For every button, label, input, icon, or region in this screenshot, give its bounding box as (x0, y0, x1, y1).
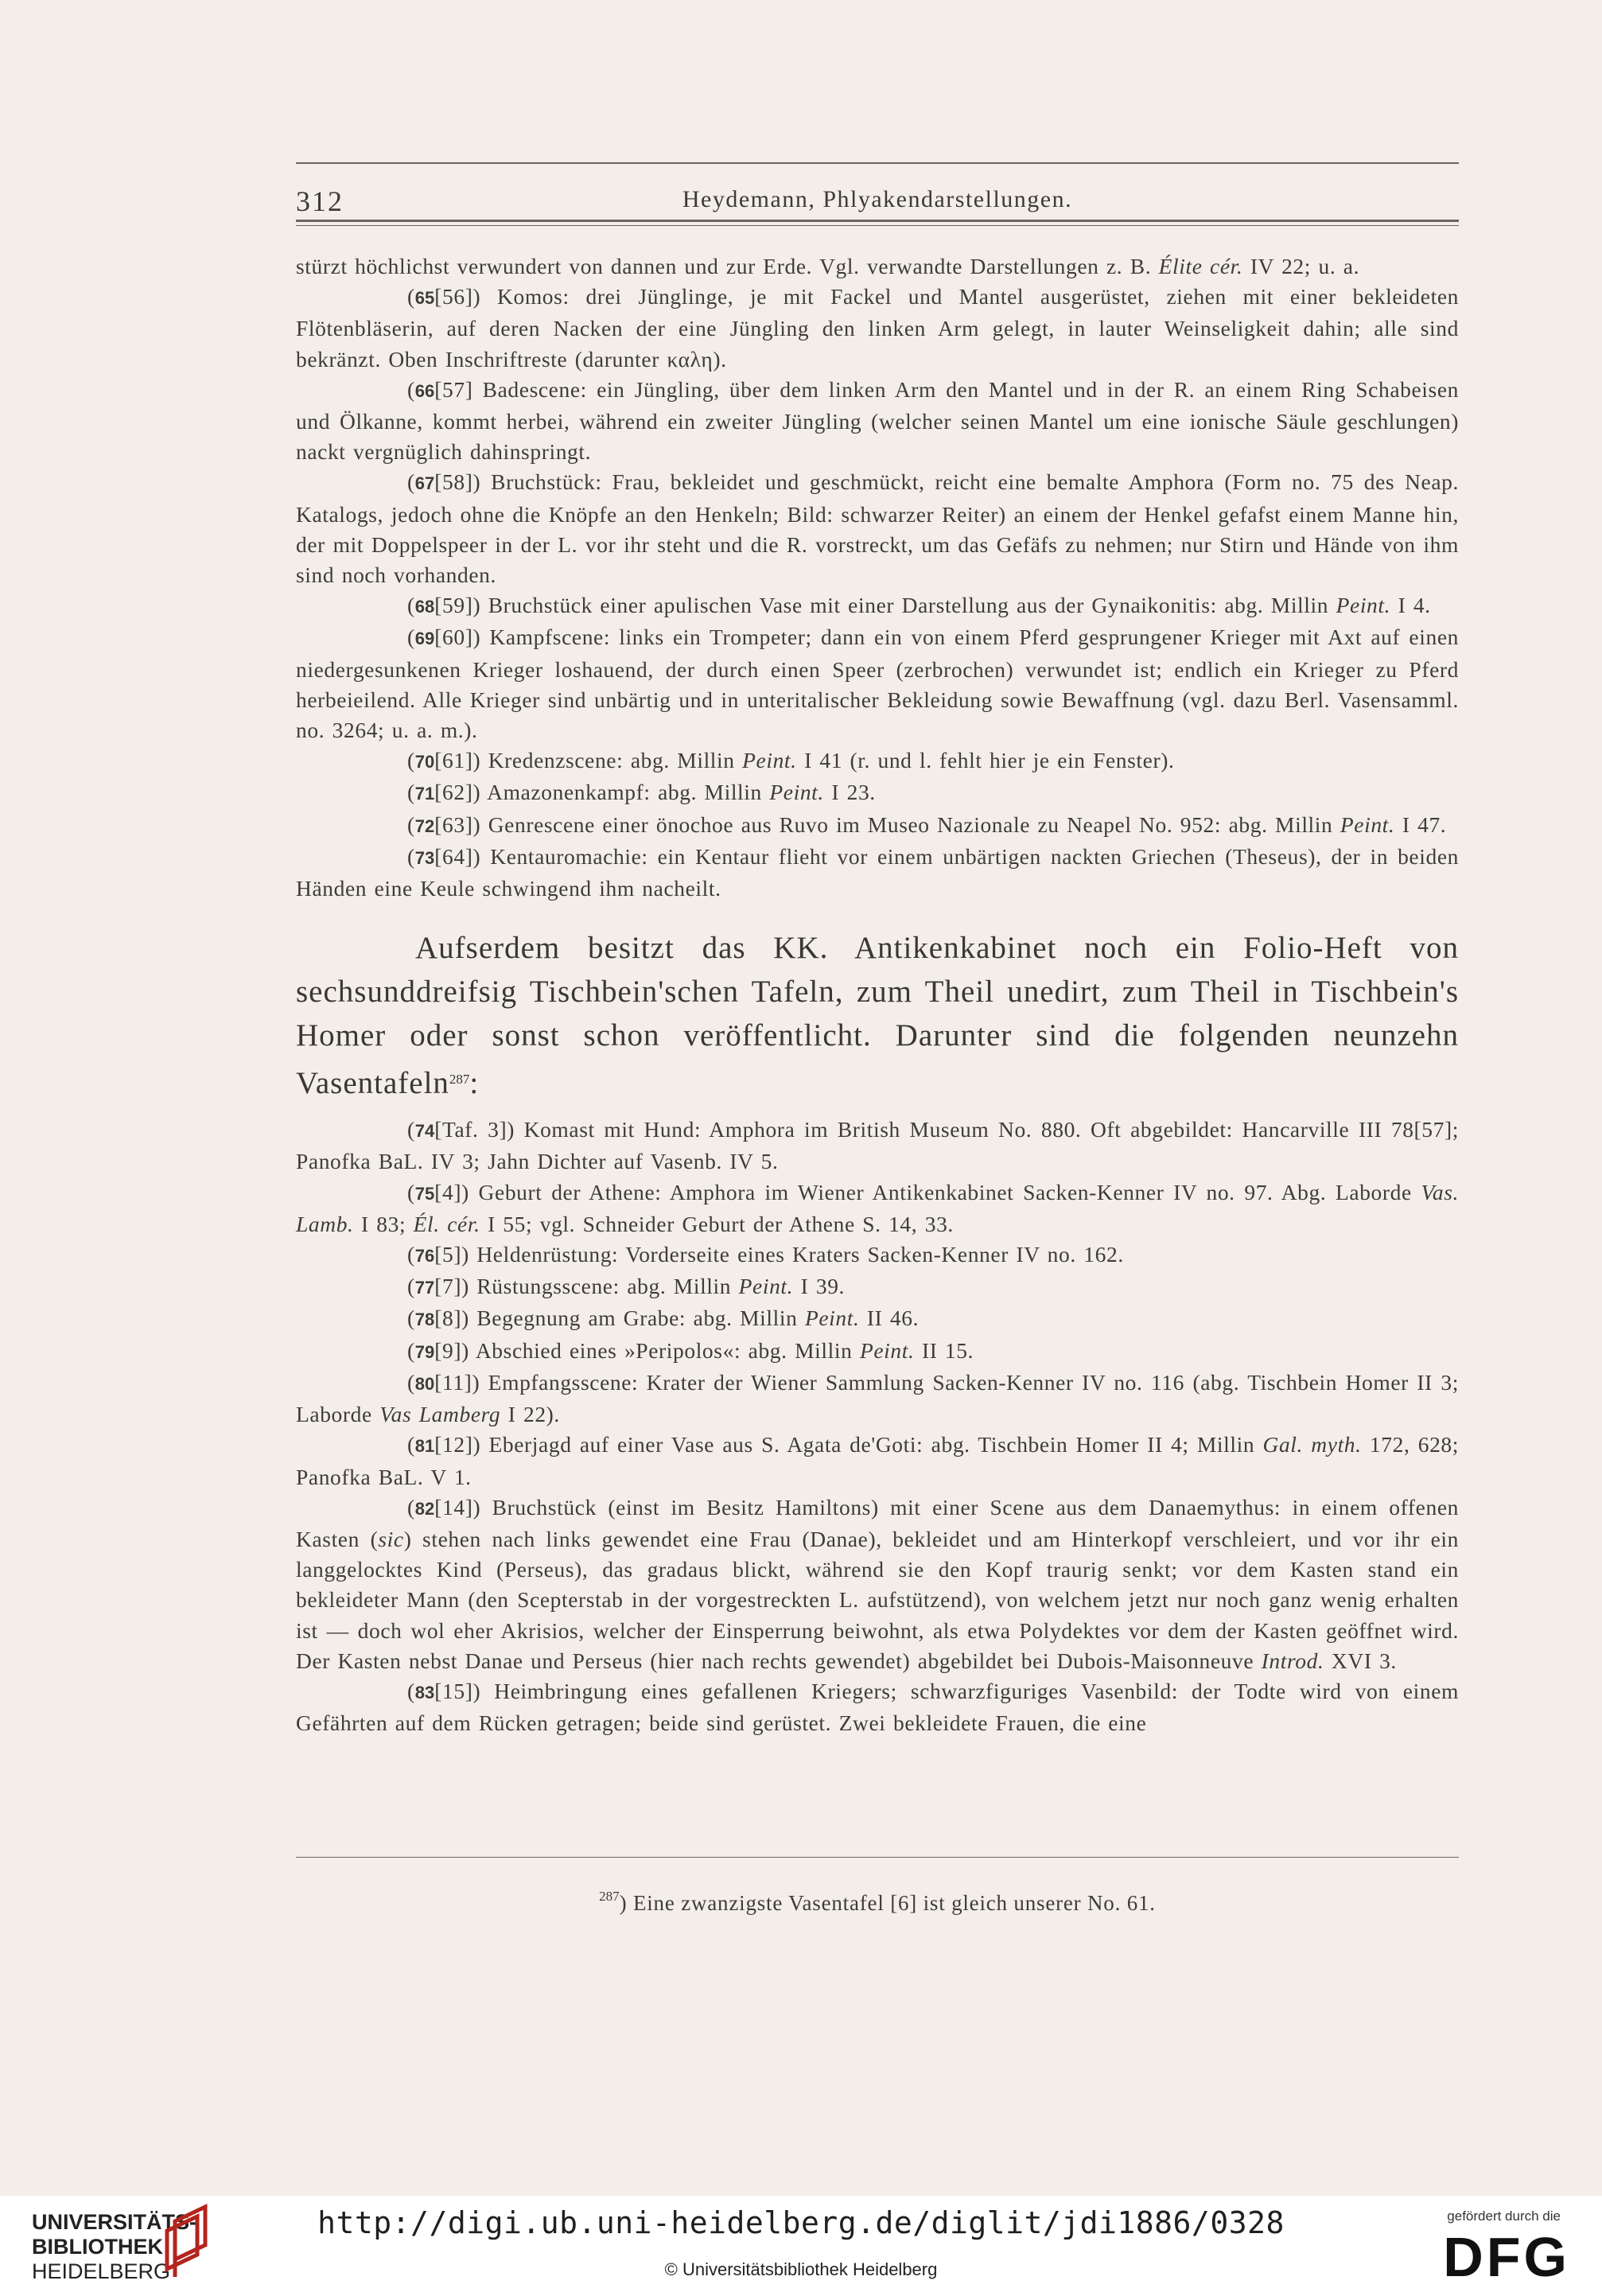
library-line-3: HEIDELBERG (32, 2259, 171, 2283)
catalogue-entry-74: (74[Taf. 3]) Komast mit Hund: Amphora im British Museum No. 880. Oft abgebildet: Hancarville III 78[57]; Panofka BaL. IV 3; Jahn Dichter auf Vasenb. IV 5. (296, 1117, 1459, 1174)
catalogue-entry-83: (83[15]) Heimbringung eines gefallenen Kriegers; schwarzfiguriges Vasenbild: der Todte wird von einem Gefährten auf dem Rücken getragen; beide sind gerüstet. Zwei bekleidete Frauen, die eine (296, 1678, 1459, 1736)
catalogue-entry-69: (69[60]) Kampfscene: links ein Trompeter; dann ein von einem Pferd gesprungener Krieger mit Axt auf einen niedergesunkenen Krieger loshauend, der durch einen Speer (zerbrochen) verwundet ist; endlich ein Krieger zu Pferd herbeieilend. Alle Krieger sind unbärtig und in unteritalischer Bekleidung sowie Bewaffnung (vgl. dazu Berl. Vasensamml. no. 3264; u. a. m.). (296, 625, 1459, 743)
catalogue-entry-78: (78[8]) Begegnung am Grabe: abg. Millin Peint. II 46. (407, 1306, 920, 1331)
catalogue-entry-65: (65[56]) Komos: drei Jünglinge, je mit Fackel und Mantel ausgerüstet, ziehen mit einer bekleideten Flötenbläserin, auf deren Nacken der eine Jüngling den linken Arm gelegt, in lauter Weinseligkeit dahin; alle sind bekränzt. Oben Inschriftreste (darunter καλη). (296, 284, 1459, 372)
footnote-ref: 287 (449, 1072, 470, 1088)
catalogue-entry-77: (77[7]) Rüstungsscene: abg. Millin Peint. I 39. (407, 1274, 846, 1299)
library-line-2: BIBLIOTHEK (32, 2235, 163, 2259)
page-number: 312 (296, 185, 344, 217)
library-line-1: UNIVERSITÄTS- (32, 2210, 197, 2234)
body-text (296, 251, 1459, 1738)
footnote-rule (296, 1857, 1459, 1858)
funder-caption: gefördert durch die (1447, 2208, 1561, 2224)
dfg-logo: DFG (1443, 2226, 1570, 2288)
catalogue-entry-82: (82[14]) Bruchstück (einst im Besitz Hamiltons) mit einer Scene aus dem Danaemythus: in einem offenen Kasten (sic) stehen nach links gewendet eine Frau (Danae), bekleidet und am Hinterkopf verschleiert, und vor ihr ein langgelocktes Kind (Perseus), das gradaus blickt, während sie den Kopf traurig senkt; vor dem Kasten stand ein bekleideter Mann (den Scepterstab in der vorgestreckten L. aufstützend), von welchem jetzt nur noch ganz wenig erhalten ist — doch wol eher Akrisios, welcher der Einsperrung beiwohnt, als etwa Polydektes vor dem der Kasten geöffnet wird. Der Kasten nebst Danae und Perseus (hier nach rechts gewendet) abgebildet bei Dubois-Maisonneuve Introd. XVI 3. (296, 1494, 1459, 1673)
catalogue-entry-75: (75[4]) Geburt der Athene: Amphora im Wiener Antikenkabinet Sacken-Kenner IV no. 97. Abg. Laborde Vas. Lamb. I 83; Él. cér. I 55; vgl. Schneider Geburt der Athene S. 14, 33. (296, 1179, 1459, 1236)
catalogue-entry-81: (81[12]) Eberjagd auf einer Vase aus S. Agata de'Goti: abg. Tischbein Homer II 4; Millin Gal. myth. 172, 628; Panofka BaL. V 1. (296, 1432, 1460, 1489)
catalogue-entry-70: (70[61]) Kredenzscene: abg. Millin Peint. I 41 (r. und l. fehlt hier je ein Fenster). (407, 748, 1175, 773)
top-rule (296, 162, 1459, 164)
footnote: $^{287}$) Eine zwanzigste Vasentafel [6] ist gleich unserer No. 61. (599, 1889, 1156, 1915)
catalogue-entry-66: (66[57] Badescene: ein Jüngling, über dem linken Arm den Mantel und in der R. an einem Ring Schabeisen und Ölkanne, kommt herbei, während ein zweiter Jüngling (welcher seinen Mantel um eine ionische Säule geschlungen) nackt vergnüglich dahinspringt. (296, 376, 1459, 465)
running-title: Heydemann, Phlyakendarstellungen. (682, 186, 1073, 212)
catalogue-entry-72: (72[63]) Genrescene einer önochoe aus Ruvo im Museo Nazionale zu Neapel No. 952: abg. Millin Peint. I 47. (407, 811, 1447, 837)
catalogue-entry-68: (68[59]) Bruchstück einer apulischen Vase mit einer Darstellung aus der Gynaikonitis: abg. Millin Peint. I 4. (407, 593, 1431, 618)
running-head (296, 185, 1459, 224)
permalink-url[interactable]: http://digi.ub.uni-heidelberg.de/diglit/jdi1886/0328 (317, 2205, 1285, 2240)
catalogue-entry-71: (71[62]) Amazonenkampf: abg. Millin Peint. I 23. (407, 780, 876, 805)
catalogue-entry-80: (80[11]) Empfangsscene: Krater der Wiener Sammlung Sacken-Kenner IV no. 116 (abg. Tischbein Homer II 3; Laborde Vas Lamberg I 22). (296, 1369, 1459, 1427)
footnote-marker: 287 (599, 1889, 620, 1904)
catalogue-entry-73: (73[64]) Kentauromachie: ein Kentaur flieht vor einem unbärtigen nackten Griechen (Theseus), der in beiden Händen eine Keule schwingend ihm nacheilt. (296, 843, 1459, 901)
copyright-notice: © Universitätsbibliothek Heidelberg (664, 2259, 938, 2279)
catalogue-entry-67: (67[58]) Bruchstück: Frau, bekleidet und geschmückt, reicht eine bemalte Amphora (Form no. 75 des Neap. Katalogs, jedoch ohne die Knöpfe an den Henkeln; Bild: schwarzer Reiter) an einem der Henkel gefafst einem Manne hin, der mit Doppelspeer in der L. vor ihr steht und die R. vorstreckt, um das Gefäfs zu nehmen; nur Stirn und Hände von ihm sind noch vorhanden. (296, 469, 1459, 588)
head-rule-thin (296, 225, 1459, 226)
catalogue-entry-76: (76[5]) Heldenrüstung: Vorderseite eines Kraters Sacken-Kenner IV no. 162. (407, 1242, 1124, 1267)
paragraph-continued: stürzt höchlichst verwundert von dannen und zur Erde. Vgl. verwandte Darstellungen z. B. Élite cér. IV 22; u. a. (296, 254, 1360, 278)
catalogue-entry-79: (79[9]) Abschied eines »Peripolos«: abg. Millin Peint. II 15. (407, 1337, 974, 1363)
section-intro: Aufserdem besitzt das KK. Antikenkabinet noch ein Folio-Heft von sechsunddreifsig Tischbein'schen Tafeln, zum Theil unedirt, zum Theil in Tischbein's Homer oder sonst schon veröffentlicht. Darunter sind die folgenden neunzehn Vasentafeln$^{287}$: (296, 931, 1459, 1101)
head-rule-thick (296, 220, 1459, 222)
